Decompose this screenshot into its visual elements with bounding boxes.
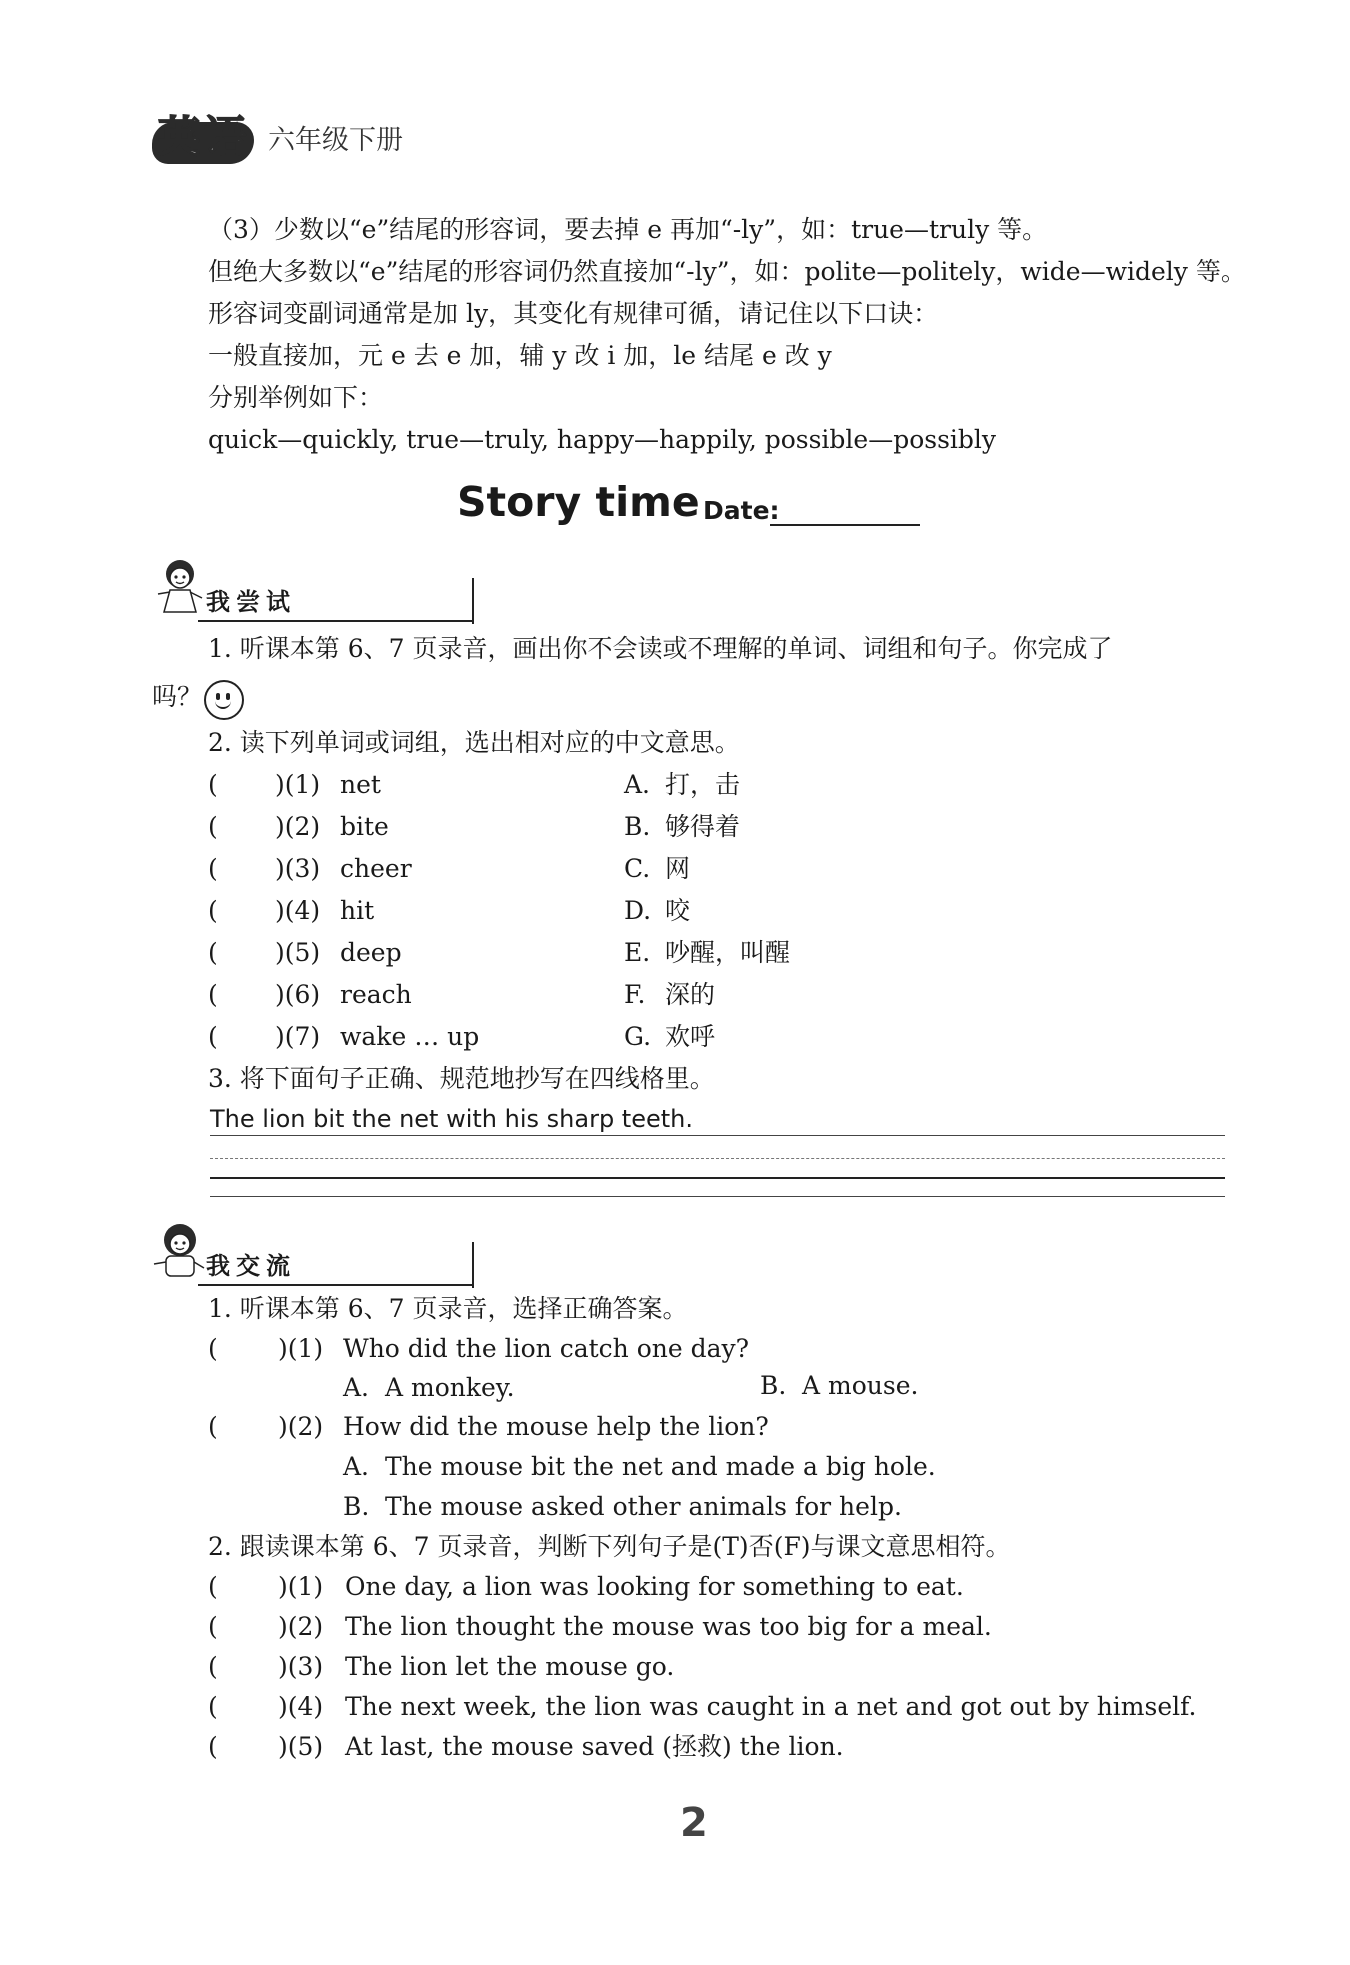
statement-number: )(3)	[278, 1652, 324, 1681]
section-underline	[198, 620, 473, 622]
try-q1-line1: 1. 听课本第 6、7 页录音，画出你不会读或不理解的单词、词组和句子。你完成了	[208, 634, 1113, 663]
page-number: 2	[680, 1800, 708, 1846]
statement-text: The lion let the mouse go.	[345, 1652, 675, 1681]
try-q2: 2. 读下列单词或词组，选出相对应的中文意思。	[208, 728, 740, 757]
answer-blank-tf-1[interactable]: (	[208, 1572, 218, 1601]
statement-number: )(2)	[278, 1612, 324, 1641]
meaning-letter: G.	[624, 1022, 652, 1051]
word-number: )(1)	[275, 770, 321, 799]
section-divider	[472, 578, 474, 624]
share-q1: 1. 听课本第 6、7 页录音，选择正确答案。	[208, 1294, 688, 1323]
grade-label: 六年级下册	[268, 125, 403, 156]
meaning-letter: F.	[624, 980, 646, 1009]
answer-blank-choice-2[interactable]: (	[208, 1412, 218, 1441]
section-header-share	[150, 1218, 490, 1288]
option-letter: B.	[343, 1492, 370, 1521]
question-text: How did the mouse help the lion?	[343, 1412, 769, 1441]
meaning-text: 深的	[665, 980, 716, 1009]
answer-blank-3[interactable]: (	[208, 854, 218, 883]
word-item: reach	[340, 980, 412, 1009]
word-item: deep	[340, 938, 402, 967]
word-item: wake … up	[340, 1022, 480, 1051]
option-text[interactable]: The mouse asked other animals for help.	[385, 1492, 902, 1521]
intro-line-1: （3）少数以“e”结尾的形容词，要去掉 e 再加“-ly”，如：true—truly 等。	[208, 215, 1048, 244]
word-item: bite	[340, 812, 389, 841]
meaning-text: 网	[665, 854, 691, 883]
answer-blank-6[interactable]: (	[208, 980, 218, 1009]
meaning-text: 够得着	[665, 812, 741, 841]
share-q2: 2. 跟读课本第 6、7 页录音，判断下列句子是(T)否(F)与课文意思相符。	[208, 1532, 1011, 1561]
intro-line-2: 但绝大多数以“e”结尾的形容词仍然直接加“-ly”，如：polite—politely，wide—widely 等。	[208, 257, 1246, 286]
girl-mascot-icon	[150, 554, 208, 620]
question-text: Who did the lion catch one day?	[343, 1334, 750, 1363]
word-number: )(5)	[275, 938, 321, 967]
word-number: )(7)	[275, 1022, 321, 1051]
four-line-grid-line-4	[210, 1196, 1225, 1197]
answer-blank-2[interactable]: (	[208, 812, 218, 841]
word-item: cheer	[340, 854, 412, 883]
smiley-mouth	[215, 698, 231, 709]
answer-blank-7[interactable]: (	[208, 1022, 218, 1051]
meaning-text: 欢呼	[665, 1022, 716, 1051]
intro-line-4: 一般直接加，元 e 去 e 加，辅 y 改 i 加，le 结尾 e 改 y	[208, 341, 832, 370]
section-label-try: 我尝试	[206, 588, 296, 616]
answer-blank-tf-3[interactable]: (	[208, 1652, 218, 1681]
option-text[interactable]: The mouse bit the net and made a big hole.	[385, 1452, 936, 1481]
meaning-letter: B.	[624, 812, 651, 841]
meaning-letter: C.	[624, 854, 651, 883]
word-number: )(2)	[275, 812, 321, 841]
option-letter: B.	[760, 1371, 787, 1400]
option-text[interactable]: A mouse.	[802, 1371, 919, 1400]
question-number: )(2)	[278, 1412, 324, 1441]
section-label-share: 我交流	[206, 1252, 296, 1280]
section-header-try	[150, 554, 490, 624]
answer-blank-choice-1[interactable]: (	[208, 1334, 218, 1363]
section-underline	[198, 1284, 473, 1286]
try-q3: 3. 将下面句子正确、规范地抄写在四线格里。	[208, 1064, 715, 1093]
meaning-text: 打，击	[665, 770, 741, 799]
section-divider	[472, 1242, 474, 1288]
four-line-writing-area[interactable]	[210, 1136, 1225, 1196]
intro-line-5: 分别举例如下：	[208, 383, 384, 412]
statement-number: )(5)	[278, 1732, 324, 1761]
meaning-text: 咬	[665, 896, 691, 925]
answer-blank-tf-2[interactable]: (	[208, 1612, 218, 1641]
answer-blank-5[interactable]: (	[208, 938, 218, 967]
page-title: Story time	[457, 478, 700, 526]
statement-text: At last, the mouse saved (拯救) the lion.	[345, 1732, 844, 1761]
smiley-face-icon[interactable]	[204, 680, 244, 720]
try-q1-line2: 吗？	[152, 682, 203, 711]
statement-number: )(1)	[278, 1572, 324, 1601]
meaning-letter: E.	[624, 938, 651, 967]
option-text[interactable]: A monkey.	[385, 1373, 515, 1402]
answer-blank-1[interactable]: (	[208, 770, 218, 799]
option-letter: A.	[343, 1373, 370, 1402]
intro-line-3: 形容词变副词通常是加 ly，其变化有规律可循，请记住以下口诀：	[208, 299, 939, 328]
word-item: net	[340, 770, 381, 799]
word-number: )(4)	[275, 896, 321, 925]
meaning-letter: A.	[624, 770, 651, 799]
boy-mascot-icon	[150, 1218, 208, 1284]
meaning-text: 吵醒，叫醒	[665, 938, 791, 967]
word-number: )(6)	[275, 980, 321, 1009]
question-number: )(1)	[278, 1334, 324, 1363]
word-number: )(3)	[275, 854, 321, 883]
copy-sentence: The lion bit the net with his sharp teeth.	[210, 1105, 693, 1133]
statement-number: )(4)	[278, 1692, 324, 1721]
date-blank-line[interactable]	[770, 524, 920, 526]
meaning-letter: D.	[624, 896, 652, 925]
answer-blank-4[interactable]: (	[208, 896, 218, 925]
answer-blank-tf-4[interactable]: (	[208, 1692, 218, 1721]
statement-text: One day, a lion was looking for something to eat.	[345, 1572, 964, 1601]
subject-badge	[152, 112, 254, 162]
word-item: hit	[340, 896, 375, 925]
subject-title: 英语	[158, 112, 251, 161]
date-label: Date:	[703, 496, 780, 525]
option-letter: A.	[343, 1452, 370, 1481]
intro-line-6: quick—quickly, true—truly, happy—happily, possible—possibly	[208, 425, 997, 454]
statement-text: The next week, the lion was caught in a net and got out by himself.	[345, 1692, 1197, 1721]
answer-blank-tf-5[interactable]: (	[208, 1732, 218, 1761]
statement-text: The lion thought the mouse was too big for a meal.	[345, 1612, 992, 1641]
